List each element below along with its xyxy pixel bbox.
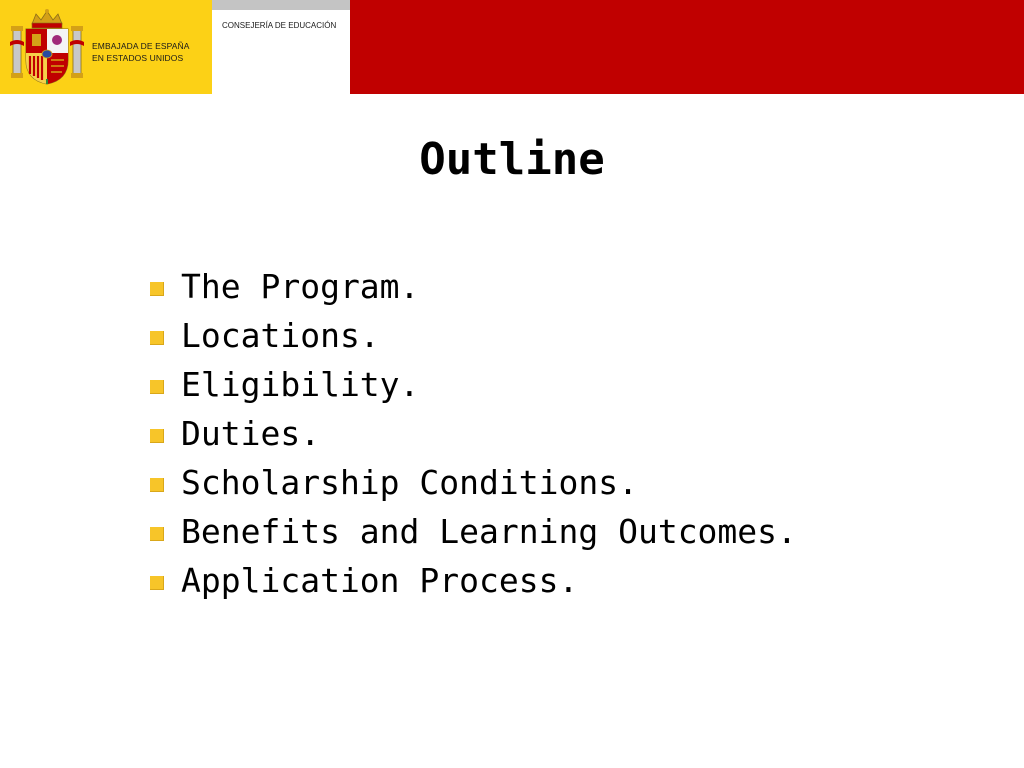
embassy-name-line-1: EMBAJADA DE ESPAÑA (92, 41, 190, 51)
outline-item-label: Duties. (181, 414, 321, 453)
outline-item (148, 262, 797, 311)
red-banner-stripe (350, 0, 1024, 94)
gray-top-stripe (212, 0, 350, 10)
office-label-panel (212, 0, 350, 94)
outline-item (148, 507, 797, 556)
square-bullet-icon (150, 282, 164, 296)
embassy-logo-panel (0, 0, 212, 94)
outline-item (148, 311, 797, 360)
outline-item-label: Application Process. (181, 561, 579, 600)
slide-title: Outline (419, 134, 605, 185)
outline-item (148, 458, 797, 507)
embassy-name (92, 40, 190, 64)
embassy-name-line-2: EN ESTADOS UNIDOS (92, 53, 184, 63)
outline-item-label: Locations. (181, 316, 380, 355)
square-bullet-icon (150, 380, 164, 394)
outline-item-label: The Program. (181, 267, 420, 306)
coat-of-arms-icon (10, 8, 84, 86)
outline-item-label: Eligibility. (181, 365, 420, 404)
outline-item (148, 409, 797, 458)
square-bullet-icon (150, 527, 164, 541)
header-banner (0, 0, 1024, 94)
outline-item (148, 360, 797, 409)
outline-list (148, 262, 797, 605)
square-bullet-icon (150, 331, 164, 345)
square-bullet-icon (150, 429, 164, 443)
outline-item-label: Benefits and Learning Outcomes. (181, 512, 797, 551)
outline-item-label: Scholarship Conditions. (181, 463, 638, 502)
square-bullet-icon (150, 478, 164, 492)
outline-item (148, 556, 797, 605)
office-name: CONSEJERÍA DE EDUCACIÓN (222, 21, 337, 30)
square-bullet-icon (150, 576, 164, 590)
